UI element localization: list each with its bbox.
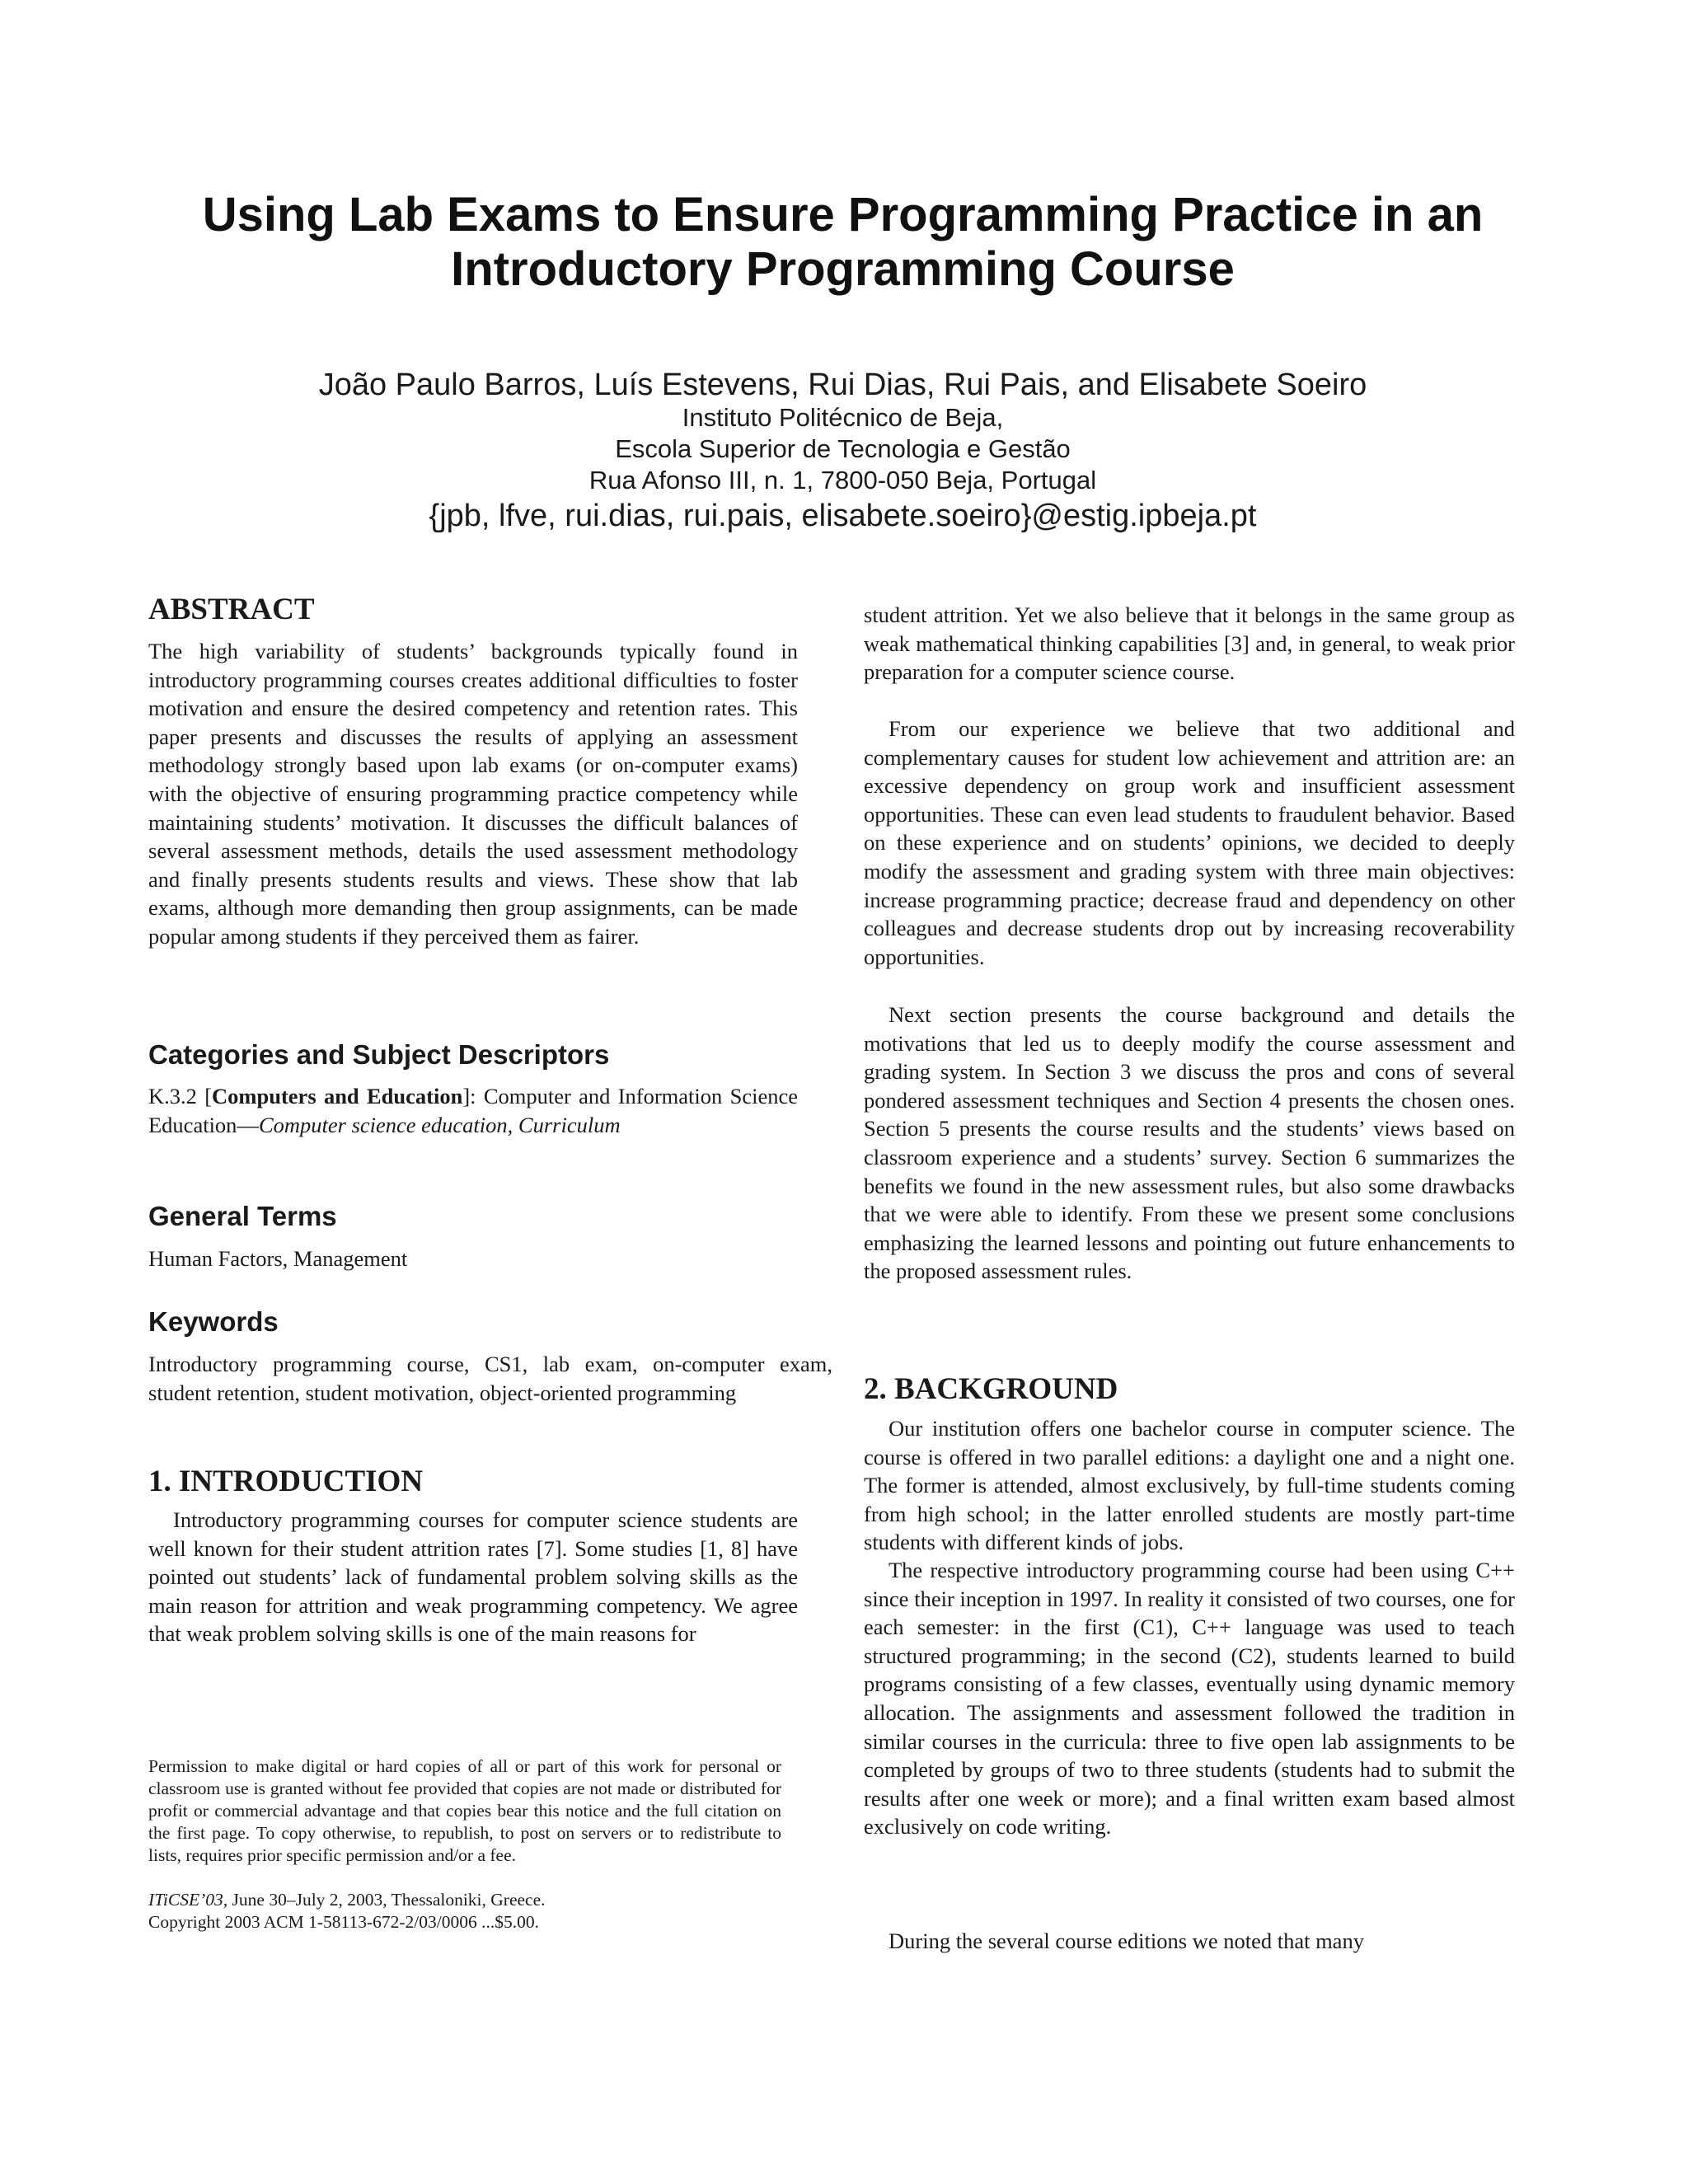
author-emails: {jpb, lfve, rui.dias, rui.pais, elisabete.soeiro}@estig.ipbeja.pt — [429, 499, 1257, 533]
affiliation — [124, 402, 1562, 496]
copyright-notice: Copyright 2003 ACM 1-58113-672-2/03/0006 ...$5.00. — [148, 1912, 539, 1932]
title-line-2: Introductory Programming Course — [451, 242, 1235, 296]
background-heading: 2. BACKGROUND — [864, 1372, 1118, 1406]
right-paragraph-3: Next section presents the course background and details the motivations that led us to deeply modify the course assessment and grading system. In Section 3 we discuss the pros and cons of several pondered assessment techniques and Section 4 presents the chosen ones. Section 5 presents the course results and the students’ views based on classroom experience and a students’ survey. Section 6 summarizes the benefits we found in the new assessment rules, but also some drawbacks that we were able to identify. From these we present some conclusions emphasizing the learned lessons and pointing out future enhancements to the proposed assessment rules. — [864, 1002, 1515, 1284]
right-paragraph-2: From our experience we believe that two additional and complementary causes for student low achievement and attrition are: an excessive dependency on group work and insufficient assessment opportunities. These can even lead students to fraudulent behavior. Based on these experience and on students’ opinions, we decided to deeply modify the assessment and grading system with three main objectives: increase programming practice; decrease fraud and dependency on other colleagues and decrease students drop out by increasing recoverability opportunities. — [864, 716, 1515, 969]
conference-info: ITiCSE’03, June 30–July 2, 2003, Thessaloniki, Greece. — [148, 1890, 546, 1910]
keywords-text: Introductory programming course, CS1, lab exam, on-computer exam, student retention, student motivation, object-oriented programming — [148, 1352, 832, 1405]
title-line-1: Using Lab Exams to Ensure Programming Practice in an — [202, 188, 1484, 241]
categories-text: K.3.2 [Computers and Education]: Computer and Information Science Education—Computer science education, Curriculum — [148, 1084, 798, 1137]
general-terms-text: Human Factors, Management — [148, 1246, 408, 1271]
permission-notice: Permission to make digital or hard copies of all or part of this work for personal or classroom use is granted without fee provided that copies are not made or distributed for profit or commercial advantage and that copies bear this notice and the full citation on the first page. To copy otherwise, to republish, to post on servers or to redistribute to lists, requires prior specific permission and/or a fee. — [148, 1756, 781, 1865]
introduction-text: Introductory programming courses for computer science students are well known for their student attrition rates [7]. Some studies [1, 8] have pointed out students’ lack of fundamental problem solving skills as the main reason for attrition and weak programming competency. We agree that weak problem solving skills is one of the main reasons for — [148, 1507, 798, 1647]
affiliation-line-1: Instituto Politécnico de Beja, — [682, 403, 1004, 432]
affiliation-line-2: Escola Superior de Tecnologia e Gestão — [615, 434, 1071, 463]
paper-title — [124, 188, 1562, 297]
categories-heading: Categories and Subject Descriptors — [148, 1039, 610, 1070]
keywords-heading: Keywords — [148, 1306, 279, 1337]
introduction-heading: 1. INTRODUCTION — [148, 1465, 424, 1498]
right-paragraph-6: During the several course editions we noted that many — [889, 1929, 1364, 1953]
right-paragraph-5: The respective introductory programming course had been using C++ since their inception in 1997. In reality it consisted of two courses, one for each semester: in the first (C1), C++ language was used to teach structured programming; in the second (C2), students learned to build programs consisting of a few classes, eventually using dynamic memory allocation. The assignments and assessment followed the tradition in similar courses in the curricula: three to five open lab assignments to be completed by groups of two to three students (students had to submit the results after one week or more); and a final written exam based almost exclusively on code writing. — [864, 1558, 1515, 1840]
right-paragraph-4: Our institution offers one bachelor course in computer science. The course is offered in two parallel editions: a daylight one and a night one. The former is attended, almost exclusively, by full-time students coming from high school; in the latter enrolled students are mostly part-time students with different kinds of jobs. — [864, 1416, 1515, 1555]
right-paragraph-1: student attrition. Yet we also believe that it belongs in the same group as weak mathematical thinking capabilities [3] and, in general, to weak prior preparation for a computer science course. — [864, 602, 1515, 685]
abstract-heading: ABSTRACT — [148, 593, 315, 626]
general-terms-heading: General Terms — [148, 1201, 337, 1231]
authors: João Paulo Barros, Luís Estevens, Rui Dias, Rui Pais, and Elisabete Soeiro — [318, 368, 1367, 402]
abstract-text: The high variability of students’ backgrounds typically found in introductory programming courses creates additional difficulties to foster motivation and ensure the desired competency and retention rates. This paper presents and discusses the results of applying an assessment methodology strongly based upon lab exams (or on-computer exams) with the objective of ensuring programming practice competency while maintaining students’ motivation. It discusses the difficult balances of several assessment methods, details the used assessment methodology and finally presents students results and views. These show that lab exams, although more demanding then group assignments, can be made popular among students if they perceived them as fairer. — [148, 639, 798, 949]
affiliation-line-3: Rua Afonso III, n. 1, 7800-050 Beja, Portugal — [588, 466, 1097, 494]
